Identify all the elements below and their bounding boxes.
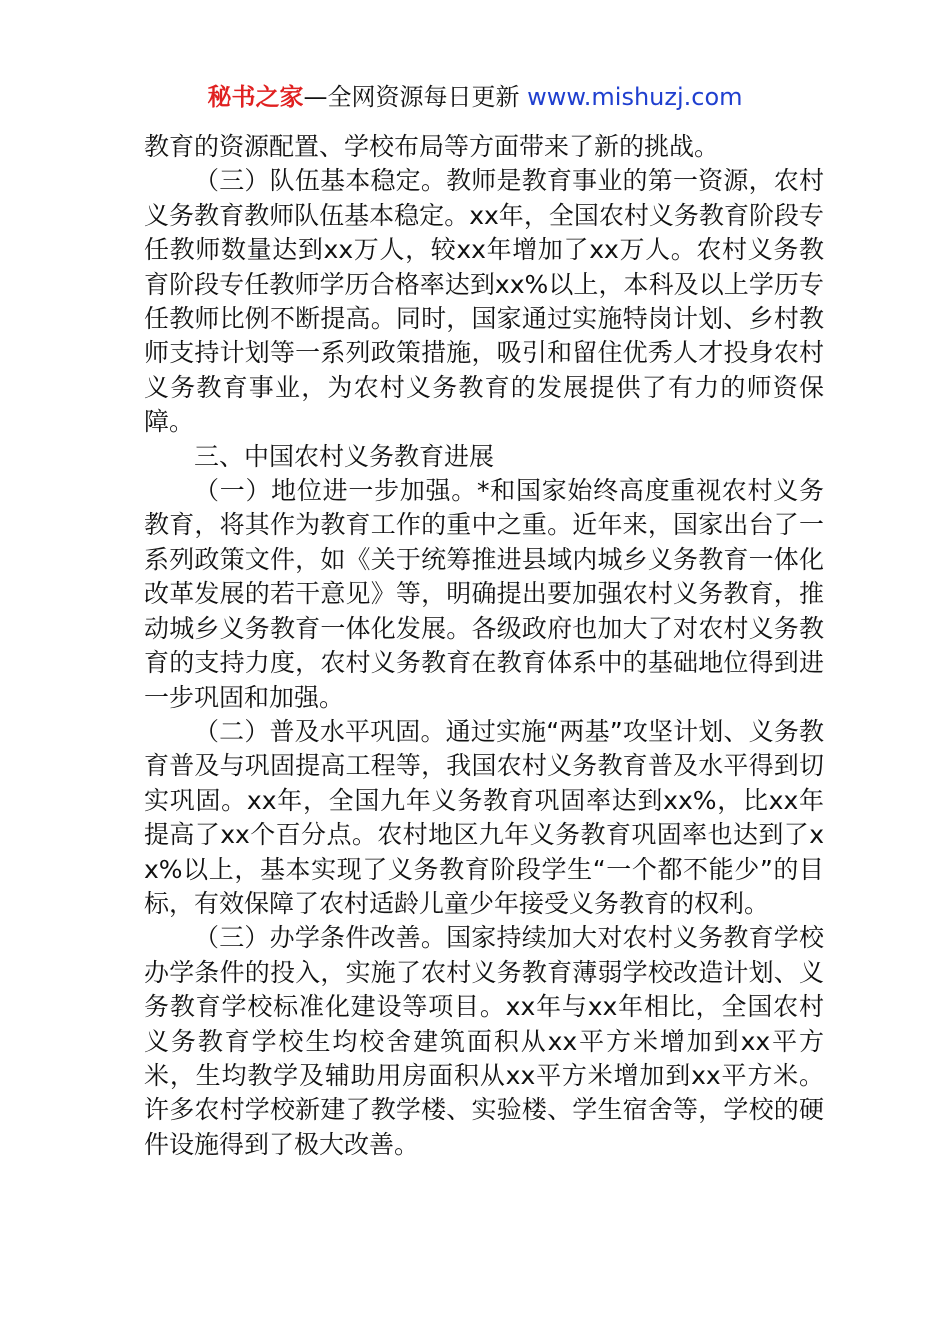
page-header (0, 80, 950, 114)
paragraph-team-stable: （三）队伍基本稳定。教师是教育事业的第一资源，农村义务教育教师队伍基本稳定。xx年，全国农村义务教育阶段专任教师数量达到xx万人，较xx年增加了xx万人。农村义务教育阶段专任教师学历合格率达到xx%以上，本科及以上学历专任教师比例不断提高。同时，国家通过实施特岗计划、乡村教师支持计划等一系列政策措施，吸引和留住优秀人才投身农村义务教育事业，为农村义务教育的发展提供了有力的师资保障。 (144, 166, 824, 437)
section-heading: 三、中国农村义务教育进展 (194, 441, 495, 471)
paragraph-continuation: 教育的资源配置、学校布局等方面带来了新的挑战。 (144, 132, 720, 161)
paragraph-conditions-improved: （三）办学条件改善。国家持续加大对农村义务教育学校办学条件的投入，实施了农村义务教育薄弱学校改造计划、义务教育学校标准化建设等项目。xx年与xx年相比，全国农村义务教育学校生均校舍建筑面积从xx平方米增加到xx平方米，生均教学及辅助用房面积从xx平方米增加到xx平方米。许多农村学校新建了教学楼、实验楼、学生宿舍等，学校的硬件设施得到了极大改善。 (144, 923, 824, 1159)
brand-name: 秘书之家 (207, 83, 304, 111)
paragraph-status-strengthened: （一）地位进一步加强。*和国家始终高度重视农村义务教育，将其作为教育工作的重中之重。近年来，国家出台了一系列政策文件，如《关于统筹推进县域内城乡义务教育一体化改革发展的若干意见》等，明确提出要加强农村义务教育，推动城乡义务教育一体化发展。各级政府也加大了对农村义务教育的支持力度，农村义务教育在教育体系中的基础地位得到进一步巩固和加强。 (144, 476, 824, 712)
document-body (144, 130, 824, 1162)
header-tagline: —全网资源每日更新 (303, 83, 528, 111)
site-url[interactable]: www.mishuzj.com (527, 83, 743, 111)
paragraph-popularization: （二）普及水平巩固。通过实施“两基”攻坚计划、义务教育普及与巩固提高工程等，我国农村义务教育普及水平得到切实巩固。xx年，全国九年义务教育巩固率达到xx%，比xx年提高了xx个百分点。农村地区九年义务教育巩固率也达到了xx%以上，基本实现了义务教育阶段学生“一个都不能少”的目标，有效保障了农村适龄儿童少年接受义务教育的权利。 (144, 716, 824, 918)
